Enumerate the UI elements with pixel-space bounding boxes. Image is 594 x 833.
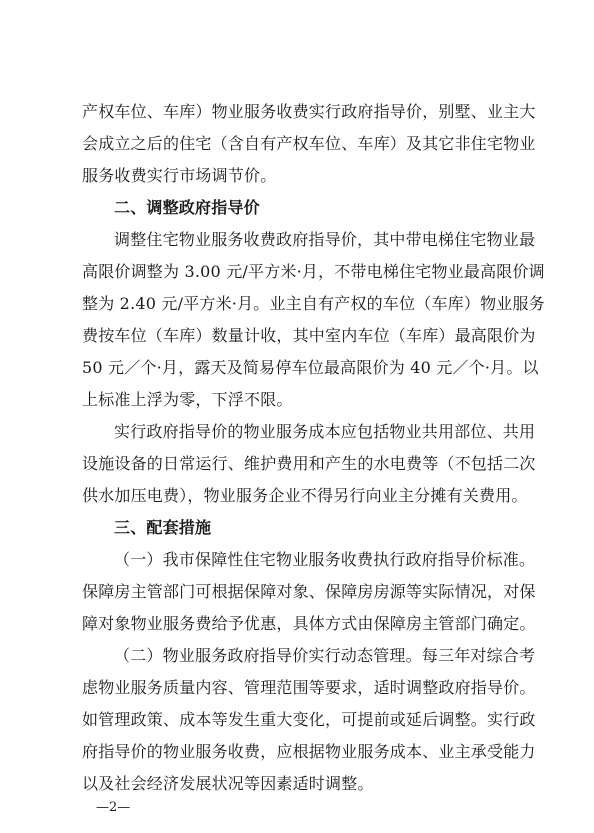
section-heading-3: 三、配套措施: [114, 518, 212, 537]
body-line-10: 上标准上浮为零，下浮不限。: [82, 390, 293, 409]
body-line-8: 费按车位（车库）数量计收，其中室内车位（车库）最高限价为: [82, 326, 536, 345]
section-heading-2: 二、调整政府指导价: [114, 198, 260, 217]
body-line-1: 产权车位、车库）物业服务收费实行政府指导价，别墅、业主大: [82, 102, 536, 121]
body-line-3: 服务收费实行市场调节价。: [82, 166, 277, 185]
body-line-22: 以及社会经济发展状况等因素适时调整。: [82, 774, 374, 793]
body-line-11: 实行政府指导价的物业服务成本应包括物业共用部位、共用: [114, 422, 536, 441]
body-line-18: （二）物业服务政府指导价实行动态管理。每三年对综合考: [114, 646, 536, 665]
body-line-12: 设施设备的日常运行、维护费用和产生的水电费等（不包括二次: [82, 454, 536, 473]
body-line-2: 会成立之后的住宅（含自有产权车位、车库）及其它非住宅物业: [82, 134, 536, 153]
body-line-15: （一）我市保障性住宅物业服务收费执行政府指导价标准。: [114, 550, 536, 569]
body-line-6: 高限价调整为 3.00 元/平方米·月，不带电梯住宅物业最高限价调: [82, 262, 545, 281]
body-line-16: 保障房主管部门可根据保障对象、保障房房源等实际情况，对保: [82, 582, 536, 601]
body-line-13: 供水加压电费），物业服务企业不得另行向业主分摊有关费用。: [82, 486, 528, 505]
body-line-20: 如管理政策、成本等发生重大变化，可提前或延后调整。实行政: [82, 710, 536, 729]
body-line-7: 整为 2.40 元/平方米·月。业主自有产权的车位（车库）物业服务: [82, 294, 545, 313]
body-line-17: 障对象物业服务费给予优惠，具体方式由保障房主管部门确定。: [82, 614, 536, 633]
body-line-19: 虑物业服务质量内容、管理范围等要求，适时调整政府指导价。: [82, 678, 536, 697]
body-line-5: 调整住宅物业服务收费政府指导价，其中带电梯住宅物业最: [114, 230, 536, 249]
body-line-21: 府指导价的物业服务收费，应根据物业服务成本、业主承受能力: [82, 742, 536, 761]
body-line-9: 50 元／个·月，露天及简易停车位最高限价为 40 元／个·月。以: [82, 358, 539, 377]
page-number: —2—: [96, 800, 131, 815]
